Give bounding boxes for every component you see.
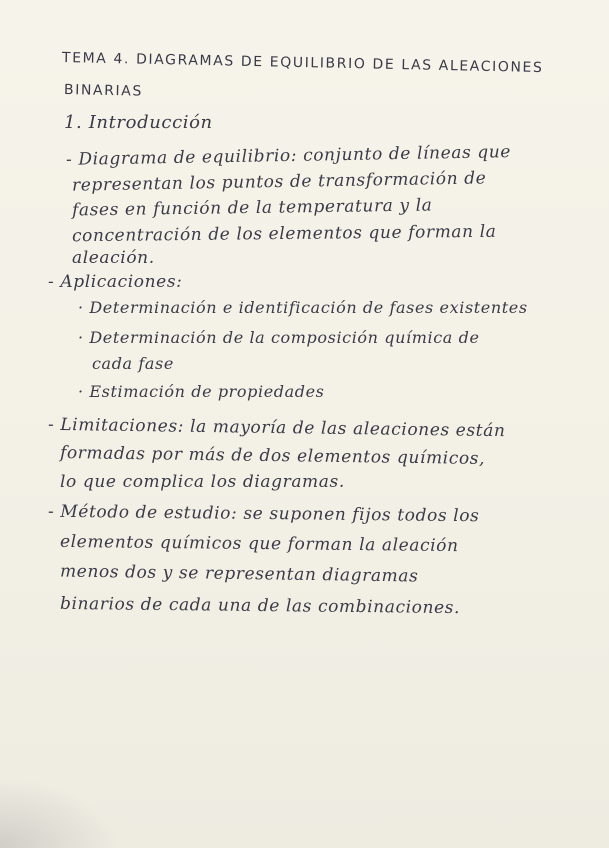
- section-heading: 1. Introducción: [64, 112, 213, 133]
- text-line: concentración de los elementos que forman la: [71, 221, 497, 247]
- text-line: - Limitaciones: la mayoría de las aleaciones están: [47, 414, 506, 442]
- text-line: cada fase: [92, 354, 174, 373]
- text-line: - Método de estudio: se suponen fijos todos los: [47, 501, 480, 527]
- bullet-line: · Determinación de la composición química de: [78, 328, 480, 347]
- bullet-line: · Determinación e identificación de fases existentes: [78, 298, 528, 317]
- text-line: aleación.: [72, 248, 155, 268]
- text-line: menos dos y se representan diagramas: [59, 561, 419, 587]
- text-line: lo que complica los diagramas.: [60, 472, 345, 492]
- text-line: - Aplicaciones:: [48, 272, 183, 292]
- text-line: binarios de cada una de las combinaciones.: [59, 593, 461, 619]
- page-shadow: [0, 778, 120, 848]
- text-line: elementos químicos que forman la aleación: [59, 531, 459, 557]
- title-line-1: TEMA 4. DIAGRAMAS DE EQUILIBRIO DE LAS ALEACIONES: [61, 50, 544, 77]
- text-line: fases en función de la temperatura y la: [71, 195, 433, 221]
- bullet-line: · Estimación de propiedades: [78, 382, 325, 401]
- text-line: - Diagrama de equilibrio: conjunto de líneas que: [65, 142, 512, 170]
- title-line-2: BINARIAS: [63, 82, 144, 100]
- text-line: formadas por más de dos elementos químicos,: [59, 443, 486, 469]
- text-line: representan los puntos de transformación de: [71, 168, 487, 196]
